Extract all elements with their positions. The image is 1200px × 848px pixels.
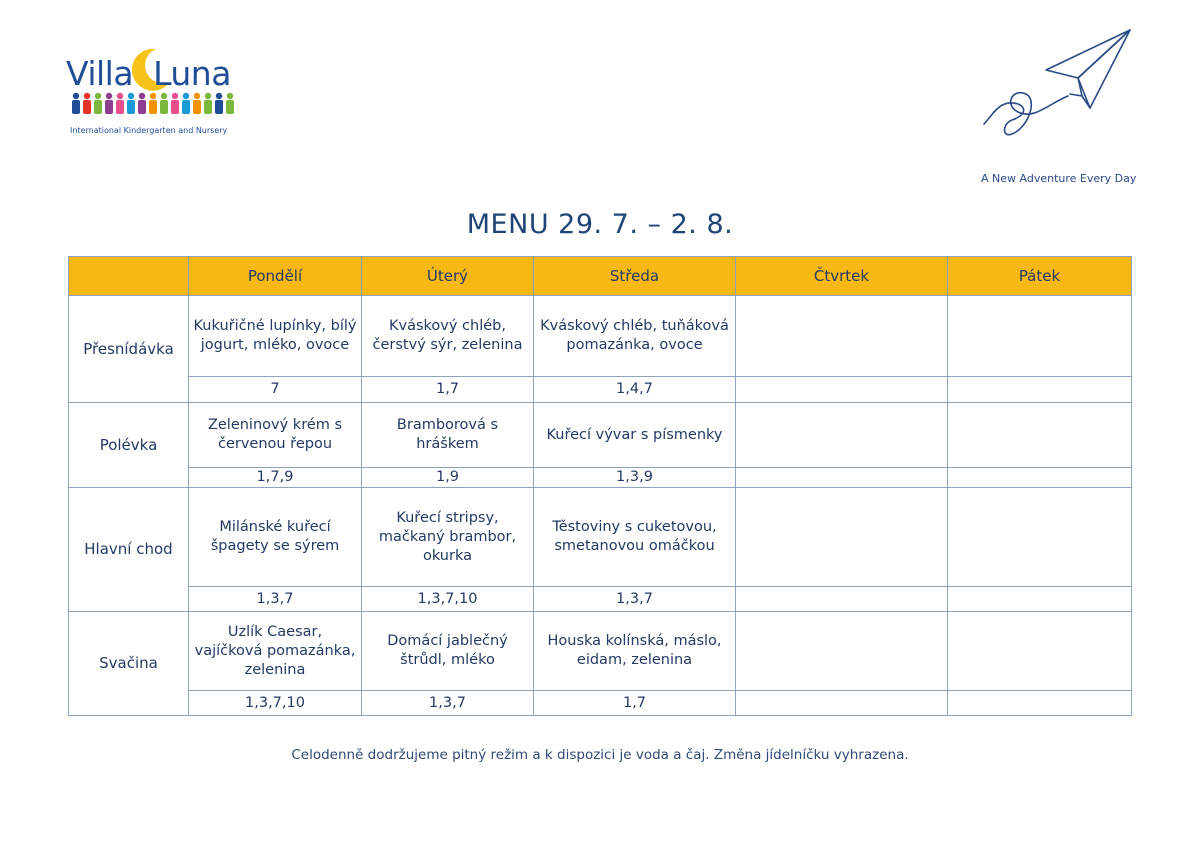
day-header: Středa xyxy=(534,257,736,296)
allergen-cell: 1,7 xyxy=(362,377,534,403)
day-header: Pátek xyxy=(948,257,1132,296)
allergen-cell xyxy=(736,377,948,403)
villa-luna-logo xyxy=(66,44,246,140)
category-cell: Hlavní chod xyxy=(69,488,189,612)
meal-cell: Kuřecí vývar s písmenky xyxy=(534,403,736,468)
meal-cell: Kuřecí stripsy, mačkaný brambor, okurka xyxy=(362,488,534,587)
allergen-row xyxy=(69,587,1132,612)
meal-cell xyxy=(736,296,948,377)
allergen-cell: 1,4,7 xyxy=(534,377,736,403)
allergen-cell xyxy=(948,691,1132,716)
category-cell: Přesnídávka xyxy=(69,296,189,403)
meal-cell: Kváskový chléb, čerstvý sýr, zelenina xyxy=(362,296,534,377)
meal-cell: Uzlík Caesar, vajíčková pomazánka, zelenina xyxy=(189,612,362,691)
meal-row xyxy=(69,403,1132,468)
meal-row xyxy=(69,488,1132,587)
allergen-row xyxy=(69,691,1132,716)
logo-wordmark xyxy=(66,54,231,93)
logo-subtitle: International Kindergarten and Nursery xyxy=(70,126,228,135)
allergen-cell: 1,3,7,10 xyxy=(189,691,362,716)
allergen-cell xyxy=(948,468,1132,488)
allergen-cell xyxy=(948,587,1132,612)
day-header: Úterý xyxy=(362,257,534,296)
paper-plane-icon xyxy=(978,28,1138,160)
allergen-cell xyxy=(736,587,948,612)
allergen-row xyxy=(69,468,1132,488)
header-empty-cell xyxy=(69,257,189,296)
table-header-row xyxy=(69,257,1132,296)
allergen-cell xyxy=(948,377,1132,403)
day-header: Pondělí xyxy=(189,257,362,296)
allergen-cell: 1,9 xyxy=(362,468,534,488)
meal-cell: Bramborová s hráškem xyxy=(362,403,534,468)
allergen-cell: 1,7 xyxy=(534,691,736,716)
allergen-cell: 1,3,7,10 xyxy=(362,587,534,612)
meal-cell: Kukuřičné lupínky, bílý jogurt, mléko, ovoce xyxy=(189,296,362,377)
allergen-cell: 1,3,7 xyxy=(362,691,534,716)
allergen-cell: 1,3,9 xyxy=(534,468,736,488)
menu-table xyxy=(68,256,1132,716)
logo-name-villa: Villa xyxy=(66,54,134,93)
meal-cell xyxy=(948,488,1132,587)
allergen-cell xyxy=(736,468,948,488)
meal-cell xyxy=(736,612,948,691)
meal-cell: Domácí jablečný štrůdl, mléko xyxy=(362,612,534,691)
meal-cell: Houska kolínská, máslo, eidam, zelenina xyxy=(534,612,736,691)
meal-cell xyxy=(736,403,948,468)
meal-cell: Těstoviny s cuketovou, smetanovou omáčkou xyxy=(534,488,736,587)
page-title: MENU 29. 7. – 2. 8. xyxy=(466,209,734,240)
meal-cell xyxy=(736,488,948,587)
allergen-row xyxy=(69,377,1132,403)
slogan: A New Adventure Every Day xyxy=(981,172,1137,185)
allergen-cell: 1,3,7 xyxy=(189,587,362,612)
allergen-cell: 7 xyxy=(189,377,362,403)
allergen-cell xyxy=(736,691,948,716)
category-cell: Svačina xyxy=(69,612,189,716)
allergen-cell: 1,7,9 xyxy=(189,468,362,488)
children-figures-icon xyxy=(70,92,242,116)
meal-cell xyxy=(948,403,1132,468)
meal-cell xyxy=(948,296,1132,377)
logo-name-luna: Luna xyxy=(153,54,231,93)
meal-cell: Milánské kuřecí špagety se sýrem xyxy=(189,488,362,587)
category-cell: Polévka xyxy=(69,403,189,488)
meal-cell xyxy=(948,612,1132,691)
meal-row xyxy=(69,612,1132,691)
allergen-cell: 1,3,7 xyxy=(534,587,736,612)
meal-row xyxy=(69,296,1132,377)
meal-cell: Zeleninový krém s červenou řepou xyxy=(189,403,362,468)
meal-cell: Kváskový chléb, tuňáková pomazánka, ovoce xyxy=(534,296,736,377)
day-header: Čtvrtek xyxy=(736,257,948,296)
footer-note: Celodenně dodržujeme pitný režim a k dispozici je voda a čaj. Změna jídelníčku vyhrazena. xyxy=(291,747,909,763)
